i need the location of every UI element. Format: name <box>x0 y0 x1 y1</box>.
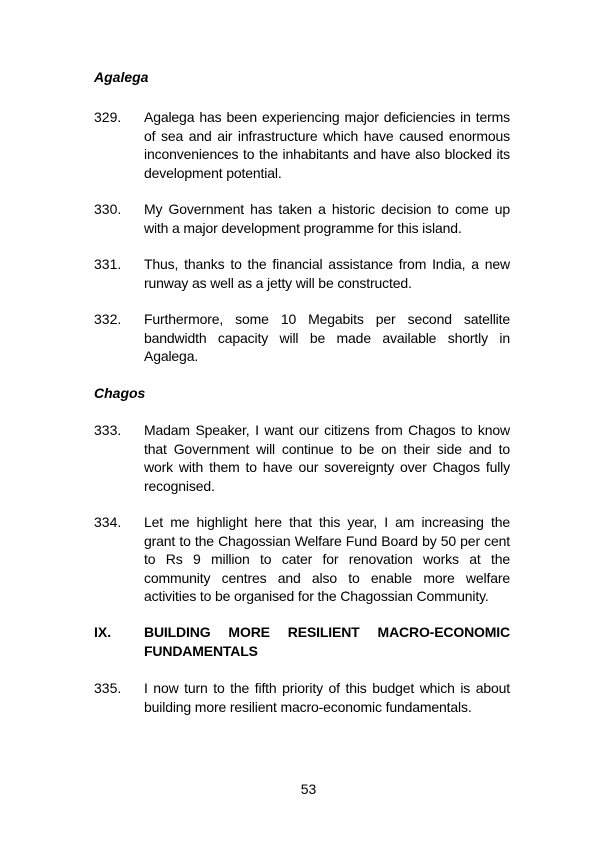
paragraph-333 <box>94 421 510 495</box>
paragraph-number: 335. <box>94 680 122 696</box>
paragraph-text: Furthermore, some 10 Megabits per second satellite bandwidth capacity will be made available shortly in Agalega. <box>144 311 510 364</box>
paragraph-number: 333. <box>94 422 122 438</box>
paragraph-number: 332. <box>94 311 122 327</box>
paragraph-number: 331. <box>94 256 122 272</box>
paragraph-text: Let me highlight here that this year, I am increasing the grant to the Chagossian Welfare Fund Board by 50 per cent to Rs 9 million to cater for renovation works at the community centres and also to enable more welfare activities to be organised for the Chagossian Community. <box>144 514 510 604</box>
section-heading-chagos: Chagos <box>94 385 146 401</box>
section-heading-agalega: Agalega <box>94 69 149 85</box>
section-number: IX. <box>94 624 112 640</box>
paragraph-text: I now turn to the fifth priority of this budget which is about building more resilient macro-economic fundamentals. <box>144 680 510 715</box>
section-title: BUILDING MORE RESILIENT MACRO-ECONOMIC FUNDAMENTALS <box>144 624 510 659</box>
paragraph-text: Madam Speaker, I want our citizens from Chagos to know that Government will continue to be on their side and to work with them to have our sovereignty over Chagos fully recognised. <box>144 422 510 494</box>
page-number: 53 <box>300 781 317 797</box>
paragraph-334 <box>94 513 510 606</box>
paragraph-329 <box>94 108 510 182</box>
paragraph-number: 329. <box>94 109 122 125</box>
paragraph-332 <box>94 310 510 366</box>
paragraph-number: 334. <box>94 514 122 530</box>
paragraph-331 <box>94 255 510 292</box>
paragraph-text: Thus, thanks to the financial assistance from India, a new runway as well as a jetty will be constructed. <box>144 256 510 291</box>
paragraph-330 <box>94 200 510 237</box>
paragraph-text: Agalega has been experiencing major deficiencies in terms of sea and air infrastructure which have caused enormous inconveniences to the inhabitants and have also blocked its development potential. <box>144 109 510 181</box>
paragraph-text: My Government has taken a historic decision to come up with a major development programme for this island. <box>144 201 510 236</box>
paragraph-335 <box>94 679 510 716</box>
paragraph-number: 330. <box>94 201 122 217</box>
section-ix-heading <box>94 623 510 660</box>
